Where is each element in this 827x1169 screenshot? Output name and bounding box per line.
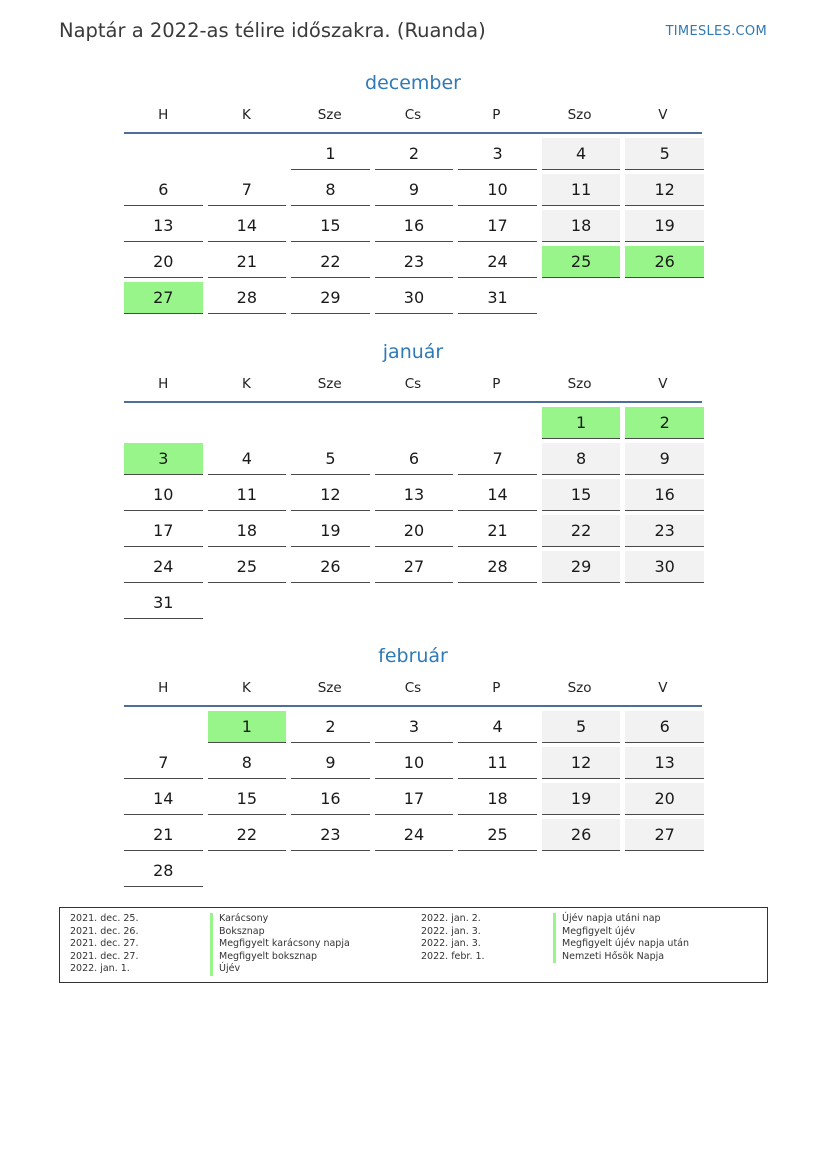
day-number: 7 — [208, 174, 287, 206]
empty-cell — [291, 407, 370, 443]
day-number: 25 — [208, 551, 287, 583]
day-cell — [542, 711, 621, 747]
day-cell — [124, 855, 203, 891]
day-number: 22 — [542, 515, 621, 547]
weekday-label: P — [492, 680, 501, 696]
day-number: 26 — [542, 819, 621, 851]
weekday-label: P — [492, 107, 501, 123]
day-cell — [124, 479, 203, 515]
day-cell — [124, 443, 203, 479]
day-cell — [124, 246, 203, 282]
day-cell — [124, 819, 203, 855]
day-cell — [375, 246, 454, 282]
day-number: 8 — [291, 174, 370, 206]
day-cell — [542, 407, 621, 443]
day-cell — [542, 783, 621, 819]
day-number: 2 — [291, 711, 370, 743]
day-number: 4 — [458, 711, 537, 743]
day-cell — [625, 747, 704, 783]
day-number: 2 — [375, 138, 454, 170]
day-cell — [291, 747, 370, 783]
day-number: 6 — [625, 711, 704, 743]
day-number: 9 — [375, 174, 454, 206]
day-cell — [458, 443, 537, 479]
legend-date: 2022. jan. 2. — [421, 913, 481, 924]
day-cell — [625, 711, 704, 747]
day-number: 8 — [542, 443, 621, 475]
day-cell — [542, 138, 621, 174]
day-number: 15 — [542, 479, 621, 511]
day-cell — [208, 210, 287, 246]
empty-cell — [124, 407, 203, 443]
day-cell — [291, 551, 370, 587]
day-number: 11 — [208, 479, 287, 511]
day-number: 23 — [291, 819, 370, 851]
day-number: 7 — [124, 747, 203, 779]
day-cell — [458, 551, 537, 587]
day-number: 16 — [375, 210, 454, 242]
day-number: 25 — [458, 819, 537, 851]
weekday-label: Sze — [317, 376, 342, 392]
day-cell — [625, 551, 704, 587]
day-number: 15 — [208, 783, 287, 815]
weekday-label: K — [241, 376, 251, 392]
day-cell — [124, 747, 203, 783]
day-number: 29 — [542, 551, 621, 583]
day-number: 17 — [458, 210, 537, 242]
weekday-label: Cs — [404, 376, 422, 392]
day-cell — [625, 443, 704, 479]
day-cell — [124, 282, 203, 318]
day-number: 28 — [124, 855, 203, 887]
day-cell — [375, 443, 454, 479]
day-number: 26 — [291, 551, 370, 583]
day-cell — [542, 747, 621, 783]
legend-holiday-name: Nemzeti Hősök Napja — [553, 951, 689, 964]
day-number: 13 — [625, 747, 704, 779]
day-cell — [375, 515, 454, 551]
day-number: 10 — [124, 479, 203, 511]
day-cell — [208, 711, 287, 747]
weekday-label: K — [241, 107, 251, 123]
day-cell — [458, 479, 537, 515]
day-number: 8 — [208, 747, 287, 779]
day-number: 11 — [458, 747, 537, 779]
day-cell — [458, 747, 537, 783]
day-cell — [375, 174, 454, 210]
holiday-day-number: 3 — [124, 443, 203, 475]
empty-cell — [375, 407, 454, 443]
day-cell — [542, 479, 621, 515]
day-cell — [208, 479, 287, 515]
day-number: 18 — [458, 783, 537, 815]
day-number: 14 — [208, 210, 287, 242]
weekday-label: V — [658, 680, 668, 696]
month-january — [124, 338, 702, 623]
day-cell — [458, 515, 537, 551]
weekday-header — [124, 106, 702, 132]
day-number: 16 — [291, 783, 370, 815]
header-rule — [124, 705, 702, 707]
legend-date: 2022. jan. 1. — [70, 963, 130, 975]
month-february — [124, 642, 702, 891]
day-cell — [625, 407, 704, 443]
empty-cell — [124, 138, 203, 174]
day-cell — [291, 443, 370, 479]
day-cell — [124, 515, 203, 551]
empty-cell — [124, 711, 203, 747]
day-number: 24 — [375, 819, 454, 851]
day-number: 21 — [208, 246, 287, 278]
day-cell — [124, 551, 203, 587]
day-number: 23 — [625, 515, 704, 547]
day-cell — [458, 819, 537, 855]
day-number: 15 — [291, 210, 370, 242]
day-cell — [291, 479, 370, 515]
day-number: 27 — [625, 819, 704, 851]
day-cell — [542, 443, 621, 479]
weekday-label: H — [158, 680, 169, 696]
day-cell — [208, 246, 287, 282]
day-cell — [291, 711, 370, 747]
legend-date: 2021. dec. 26. — [70, 925, 139, 937]
day-number: 14 — [124, 783, 203, 815]
day-cell — [208, 819, 287, 855]
month-december — [124, 69, 702, 318]
legend-date: 2021. dec. 25. — [70, 913, 139, 924]
day-number: 14 — [458, 479, 537, 511]
weekday-label: K — [241, 680, 251, 696]
day-cell — [458, 174, 537, 210]
day-number: 23 — [375, 246, 454, 278]
day-cell — [375, 783, 454, 819]
legend-names-right — [553, 913, 689, 963]
page-title: Naptár a 2022-as télire időszakra. (Ruanda) — [59, 19, 486, 42]
day-cell — [375, 747, 454, 783]
day-number: 5 — [291, 443, 370, 475]
day-number: 19 — [291, 515, 370, 547]
month-title: február — [378, 645, 448, 667]
day-cell — [625, 210, 704, 246]
day-cell — [208, 551, 287, 587]
holiday-day-number: 27 — [124, 282, 203, 314]
legend-date: 2022. febr. 1. — [421, 950, 485, 962]
day-number: 17 — [124, 515, 203, 547]
day-cell — [625, 479, 704, 515]
legend-names-left — [210, 913, 350, 976]
day-cell — [124, 783, 203, 819]
day-cell — [291, 819, 370, 855]
day-cell — [375, 551, 454, 587]
day-number: 31 — [458, 282, 537, 314]
day-number: 20 — [124, 246, 203, 278]
day-cell — [291, 246, 370, 282]
day-number: 17 — [375, 783, 454, 815]
legend-holiday-name: Újév — [210, 963, 350, 976]
legend-date: 2021. dec. 27. — [70, 950, 139, 962]
legend-dates-left — [70, 913, 138, 976]
day-number: 6 — [124, 174, 203, 206]
day-number: 20 — [625, 783, 704, 815]
day-cell — [208, 282, 287, 318]
day-cell — [542, 551, 621, 587]
day-number: 30 — [375, 282, 454, 314]
day-number: 4 — [208, 443, 287, 475]
weekday-label: Cs — [404, 680, 422, 696]
legend-date: 2021. dec. 27. — [70, 938, 139, 950]
weekday-label: Szo — [567, 376, 592, 392]
month-title: december — [365, 72, 461, 94]
day-cell — [625, 819, 704, 855]
day-cell — [542, 246, 621, 282]
day-number: 22 — [291, 246, 370, 278]
day-number: 12 — [542, 747, 621, 779]
weekday-label: V — [658, 376, 668, 392]
legend-holiday-name: Megfigyelt újév napja után — [553, 938, 689, 951]
empty-cell — [208, 138, 287, 174]
legend-holiday-name: Megfigyelt boksznap — [210, 951, 350, 964]
weekday-label: Szo — [567, 680, 592, 696]
holiday-legend — [59, 907, 768, 983]
day-cell — [208, 747, 287, 783]
day-cell — [208, 515, 287, 551]
day-number: 12 — [291, 479, 370, 511]
legend-holiday-name: Boksznap — [210, 926, 350, 939]
holiday-day-number: 1 — [208, 711, 287, 743]
day-cell — [375, 138, 454, 174]
header-rule — [124, 132, 702, 134]
day-number: 30 — [625, 551, 704, 583]
empty-cell — [458, 407, 537, 443]
day-cell — [375, 282, 454, 318]
weekday-label: Szo — [567, 107, 592, 123]
day-number: 13 — [375, 479, 454, 511]
day-cell — [291, 174, 370, 210]
day-cell — [625, 783, 704, 819]
legend-holiday-name: Karácsony — [210, 913, 350, 926]
weekday-header — [124, 375, 702, 401]
holiday-day-number: 25 — [542, 246, 621, 278]
site-link[interactable]: TIMESLES.COM — [665, 24, 767, 39]
legend-holiday-name: Újév napja utáni nap — [553, 913, 689, 926]
day-number: 20 — [375, 515, 454, 547]
legend-dates-right — [421, 913, 485, 963]
weekday-label: H — [158, 107, 169, 123]
day-cell — [375, 819, 454, 855]
day-cell — [542, 515, 621, 551]
day-number: 9 — [291, 747, 370, 779]
day-number: 21 — [124, 819, 203, 851]
day-number: 10 — [458, 174, 537, 206]
day-cell — [542, 174, 621, 210]
day-number: 19 — [542, 783, 621, 815]
day-number: 29 — [291, 282, 370, 314]
day-cell — [124, 174, 203, 210]
weekday-label: Sze — [317, 680, 342, 696]
day-grid — [124, 407, 702, 623]
day-number: 5 — [542, 711, 621, 743]
legend-holiday-name: Megfigyelt karácsony napja — [210, 938, 350, 951]
day-cell — [291, 210, 370, 246]
day-number: 31 — [124, 587, 203, 619]
header-rule — [124, 401, 702, 403]
holiday-day-number: 2 — [625, 407, 704, 439]
day-number: 28 — [208, 282, 287, 314]
day-cell — [124, 587, 203, 623]
day-number: 18 — [542, 210, 621, 242]
day-cell — [625, 515, 704, 551]
day-number: 10 — [375, 747, 454, 779]
day-cell — [625, 138, 704, 174]
day-number: 22 — [208, 819, 287, 851]
day-number: 4 — [542, 138, 621, 170]
day-number: 21 — [458, 515, 537, 547]
day-number: 1 — [291, 138, 370, 170]
day-cell — [458, 246, 537, 282]
legend-date: 2022. jan. 3. — [421, 938, 481, 950]
day-number: 3 — [375, 711, 454, 743]
legend-date: 2022. jan. 3. — [421, 925, 481, 937]
day-grid — [124, 138, 702, 318]
day-number: 3 — [458, 138, 537, 170]
day-number: 11 — [542, 174, 621, 206]
day-grid — [124, 711, 702, 891]
weekday-label: V — [658, 107, 668, 123]
day-number: 7 — [458, 443, 537, 475]
day-cell — [291, 282, 370, 318]
holiday-day-number: 26 — [625, 246, 704, 278]
day-number: 5 — [625, 138, 704, 170]
day-cell — [124, 210, 203, 246]
day-cell — [458, 282, 537, 318]
holiday-day-number: 1 — [542, 407, 621, 439]
month-title: január — [382, 341, 444, 363]
day-number: 16 — [625, 479, 704, 511]
day-number: 13 — [124, 210, 203, 242]
day-cell — [458, 138, 537, 174]
day-number: 24 — [124, 551, 203, 583]
day-cell — [458, 210, 537, 246]
day-cell — [291, 783, 370, 819]
legend-holiday-name: Megfigyelt újév — [553, 926, 689, 939]
day-cell — [208, 443, 287, 479]
day-cell — [458, 711, 537, 747]
day-number: 9 — [625, 443, 704, 475]
day-cell — [291, 515, 370, 551]
empty-cell — [208, 407, 287, 443]
day-cell — [542, 819, 621, 855]
day-cell — [208, 174, 287, 210]
day-cell — [375, 711, 454, 747]
day-cell — [625, 174, 704, 210]
day-cell — [291, 138, 370, 174]
day-cell — [208, 783, 287, 819]
weekday-label: P — [492, 376, 501, 392]
day-number: 28 — [458, 551, 537, 583]
day-cell — [542, 210, 621, 246]
day-number: 19 — [625, 210, 704, 242]
day-number: 6 — [375, 443, 454, 475]
day-number: 24 — [458, 246, 537, 278]
day-cell — [458, 783, 537, 819]
day-cell — [375, 479, 454, 515]
day-number: 12 — [625, 174, 704, 206]
day-cell — [625, 246, 704, 282]
weekday-label: Cs — [404, 107, 422, 123]
day-number: 27 — [375, 551, 454, 583]
day-number: 18 — [208, 515, 287, 547]
day-cell — [375, 210, 454, 246]
weekday-label: Sze — [317, 107, 342, 123]
weekday-label: H — [158, 376, 169, 392]
weekday-header — [124, 679, 702, 705]
